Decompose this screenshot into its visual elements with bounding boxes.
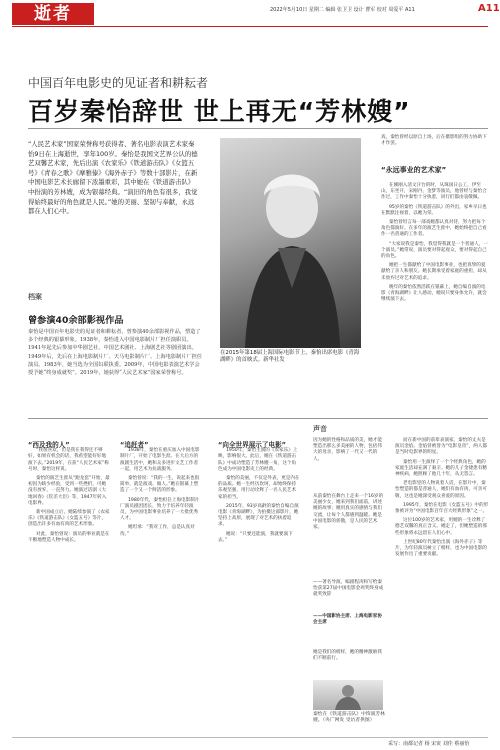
paragraph: 秦怡的美丽，不仅是外表，更是内在的品质。她一生经历坎坷，却始终保持乐观坚强，用行动诠释了一名人民艺术家的担当。 bbox=[218, 476, 300, 500]
paragraph: 1995年，秦怡在电影《女篮五号》中的形象被评为“中国电影百年百大经典形象”之一。 bbox=[395, 502, 489, 515]
right-column-intro: 戏，秦怡曾经以原自上场，后在摄影组的努力协助下才作罢。 bbox=[381, 135, 487, 147]
column-3 bbox=[218, 442, 300, 547]
film-still-caption: 秦怡在《铁道游击队》中饰演芳林嫂。（央广网发 受访者供图） bbox=[313, 712, 385, 724]
paragraph: 她说：“只要还能演，我就要演下去。” bbox=[218, 531, 293, 543]
portrait-illustration bbox=[220, 138, 361, 348]
headline-divider bbox=[28, 128, 488, 129]
section-logo: 逝者 bbox=[12, 3, 94, 25]
paragraph: 秦怡用一生演绎了一个个经典角色，她的家庭生活却充满了艰辛。她的儿子金捷患有精神疾病，她照顾了他几十年，从无怨言。 bbox=[395, 459, 487, 478]
column-subhead: “追赶者” bbox=[120, 441, 149, 449]
voice-attribution-1: ——著名导演、编剧程涛和写给秦怡获第27届中国电影金鸡奖终身成就奖致辞 bbox=[313, 580, 384, 598]
paragraph: 晚年的秦怡依然活跃在银幕上，她自编自演的电影《青海湖畔》让人感动，她说只要身体允许，就会继续演下去。 bbox=[381, 284, 487, 303]
archive-title: 曾参演40余部影视作品 bbox=[28, 315, 124, 326]
photo-caption: 在2015年第18届上海国际电影节上，秦怡出席电影《青海湖畔》的首映式。新华社发 bbox=[220, 350, 360, 364]
archive-label: 档案 bbox=[28, 293, 42, 301]
film-still-photo bbox=[313, 680, 383, 710]
paragraph: 95岁的秦怡《铁道游击队》的外出，家乡早日也在默默注视着，以她为荣。 bbox=[381, 204, 487, 216]
paragraph: 2015年，93岁高龄的秦怡自编自演电影《青海湖畔》，为拍摄这部影片，她坚持上高原，展现了对艺术的执着追求。 bbox=[218, 503, 299, 528]
film-still-illustration bbox=[313, 680, 383, 710]
portrait-photo bbox=[220, 138, 361, 348]
date-line: 2022年5月10日 星期二 编辑 张卫卫 设计 曹军 校对 周爱平 A11 bbox=[270, 7, 415, 13]
credits-line: 采写：南都记者 杨 宋寅 刘佳 蔡丽怡 bbox=[388, 741, 470, 747]
paragraph: 1950年，秦怡主演的《农家乐》上映，影响很大。此后，她在《铁道游击队》中成功塑造了芳林嫂一角，这个角色成为中国电影史上的经典。 bbox=[218, 448, 298, 472]
column-subhead: “西及我的人” bbox=[28, 441, 70, 449]
voice-attribution-2: ——中国影协主席、上海电影家协会主席 bbox=[313, 614, 382, 626]
paragraph: 老电影里的人物说着人话，在影片中，秦怡塑造的都是普通人，她们有血有肉，可亲可敬，这也是她深受观众喜爱的原因。 bbox=[395, 481, 487, 499]
section-divider bbox=[28, 418, 488, 419]
paragraph: 对此，秦怡曾说：演员的事业就是在不断地塑造人物中成长。 bbox=[28, 531, 110, 543]
paragraph: 在刚刚入清文汗台的时，从珠国日公工，伊至山，东坐开，宋刚丹，金梦等演员，他曾经与秦怡合作过，工作中秦怡十分执着，同行们都由衷敬佩。 bbox=[381, 183, 487, 201]
column-5 bbox=[395, 438, 489, 561]
column-subhead: “向全世界展示了电影” bbox=[218, 441, 287, 449]
right-column-body bbox=[381, 183, 489, 306]
paragraph: 她把一生都献给了中国电影事业，也把真挚的爱献给了亲人和朋友。她长期承受着家庭的重担，却从未放弃过对艺术的追求。 bbox=[381, 263, 487, 281]
voice-quote-1: 因为她的性格和品质的美，她才能塑造出那么多美丽的人物，包括伟大的母亲，影响了一代又一代的人。 bbox=[313, 438, 382, 462]
paragraph: 秦怡的演艺生涯从“跑龙套”开始，最初因为缺少经验，受到一些挫折，可她没有放弃，一直努力。她演过话剧《大地回春》《钦差大臣》等，1947年转入电影界。 bbox=[28, 476, 110, 506]
voice-quote-2: 从前秦怡在舞台上走来一个16岁的美丽少女，她来到我们面前，讲述她的故事；她用真实的感情与我们交流，让每个人都感到温暖。她是中国电影的骄傲，是人民的艺术家。 bbox=[313, 494, 384, 531]
paragraph: “大家说我是秦怡，我觉得我就是一个普通人，一个演员。”她常说，演员要对得起观众，要对得起自己的角色。 bbox=[381, 241, 488, 260]
page-number: A11 bbox=[478, 3, 500, 14]
column-2 bbox=[120, 442, 202, 541]
paragraph: 她坦承：“我对工作，总是认真对待。” bbox=[120, 525, 195, 537]
paragraph: 上世纪80年代秦怡出演《海外赤子》等片，为年轻演员树立了榜样，也为中国电影的发展作出了重要贡献。 bbox=[395, 539, 487, 558]
column-1 bbox=[28, 442, 110, 547]
paragraph: 1980年代，秦怡担任上海电影制片厂演员剧团团长，致力于培养年轻演员，为中国电影事业培养了一大批优秀人才。 bbox=[120, 497, 200, 522]
masthead bbox=[0, 0, 500, 26]
right-column-subhead: “永远事业的艺术家” bbox=[381, 166, 447, 174]
lede-paragraph: “人民艺术家”国家荣誉称号获得者、著名电影表演艺术家秦怡9日在上海逝世，享年100岁。秦怡是我国文艺界公认的德艺双馨艺术家，先后出演《农家乐》《铁道游击队》《女篮五号》《青春之歌》《摩雅傣》《海外赤子》等数十部影片，在新中国电影艺术长廊留下浓墨重彩，其中她在《铁道游击队》中扮演的芳林嫂，成为银幕经典。“演旧的角色有很多，我觉得始终最好的角色就是人民。”她的美丽、坚韧与奉献，永远都在人们心中。 bbox=[28, 140, 198, 216]
paragraph: 秦怡曾坦言每一部戏她都认真对待，努力把每个角色都演好。在多年的演艺生涯中，她始终把自己看作一名普通的工作者。 bbox=[381, 220, 487, 238]
headline: 百岁秦怡辞世 世上再无“芳林嫂” bbox=[28, 97, 411, 126]
paragraph: 而在新中国的前辈表演家，秦怡的丈夫是演员金焰。金焰曾被誉为“电影皇帝”，两人都是当时电影界的明星。 bbox=[395, 438, 488, 456]
paragraph: “我很喜欢，但是我在我得还不够好，如果有机会的话，我希望能好好地演下去。”2019年，在获“人民艺术家”称号时，秦怡这样说。 bbox=[28, 448, 109, 472]
archive-body: 秦怡是中国百年电影史的见证者和耕耘者，曾参演40余部影视作品，塑造了多个经典的银幕形象。1938年，秦怡进入中国电影制片厂担任演职员。1941年起先后参加中华剧艺社、中国艺术剧社、上海剧艺社等剧团演出。1949年后，先后在上海电影制片厂、天马电影制片厂、上海电影制片厂担任演员。1983年，她当选为全国妇联执委。2009年，中国电影表演艺术学会授予她“终身成就奖”。2019年，她获得“人民艺术家”国家荣誉称号。 bbox=[28, 329, 203, 377]
paragraph: 这位100岁的艺术家，用她的一生诠释了德艺双馨的真正含义。她走了，但她塑造的那些形象将永远留在人们心中。 bbox=[395, 518, 487, 536]
masthead-divider bbox=[12, 26, 488, 27]
paragraph: 秦怡曾说：“我的一生，说起来也很简单，就是演戏、做人。”她在银幕上塑造了一个又一个鲜活的形象。 bbox=[120, 476, 200, 494]
footer-divider bbox=[12, 737, 488, 738]
paragraph: 1938年，秦怡在重庆加入中国电影制片厂，开始了电影生涯。在大后方的演剧生活中，她和众多进步文艺工作者一起，用艺术为抗战服务。 bbox=[120, 448, 200, 472]
paragraph: 新中国成立后，她陆续参演了《农家乐》《铁道游击队》《女篮五号》等片，创造出许多有血有肉的艺术形象。 bbox=[28, 510, 110, 528]
voice-section-label: 声音 bbox=[313, 425, 327, 433]
voice-quote-3: 她是我们的榜样，她的精神激励我们不断前行。 bbox=[313, 650, 382, 662]
kicker: 中国百年电影史的见证者和耕耘者 bbox=[28, 76, 209, 90]
